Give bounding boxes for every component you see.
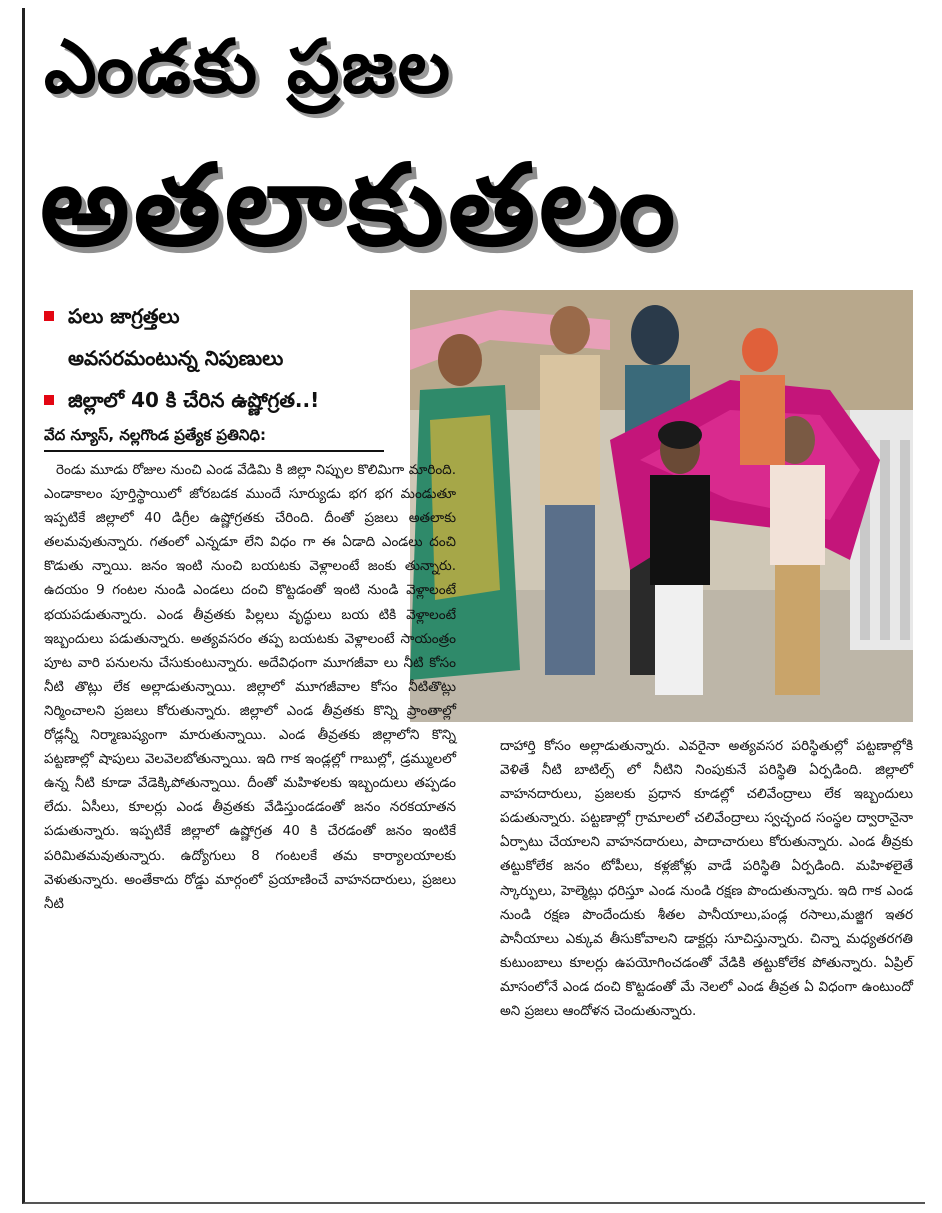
news-photo <box>410 290 913 722</box>
article-column-1 <box>44 458 456 916</box>
headline-line-1: ఎండకు ప్రజల <box>44 24 453 110</box>
people-under-cloth-photo-illustration <box>410 290 913 722</box>
byline: వేద న్యూస్, నల్లగొండ ప్రత్యేక ప్రతినిధి: <box>44 426 384 452</box>
red-square-bullet-icon <box>44 395 54 405</box>
bullet-continuation: అవసరమంటున్న నిపుణులు <box>68 346 284 370</box>
article-paragraph: దాహార్తి కోసం అల్లాడుతున్నారు. ఎవరైనా అత్యవసర పరిస్థితుల్లో పట్టణాల్లోకి వెళితే నీటి బాటిల్స్ లో నీటిని నింపుకునే పరిస్థితి ఏర్పడింది. జిల్లాలో వాహనదారులు, ప్రజలకు ప్రధాన కూడల్లో చలివేంద్రాలు లేక ఇబ్బందులు పడుతున్నారు. పట్టణాల్లో గ్రామాలలో చలివేంద్రాలు స్వచ్ఛంద సంస్థల ద్వారానైనా ఏర్పాటు చేయాలని వాహనదారులు, పాదాచారులు కోరుతున్నారు. ఎండ తీవ్రకు తట్టుకోలేక జనం టోపీలు, కళ్లజోళ్లు వాడే పరిస్థితి ఏర్పడింది. మహిళలైతే స్కార్ఫులు, హెల్మెట్లు ధరిస్తూ ఎండ నుండి రక్షణ పొందుతున్నారు. ఇది గాక ఎండ నుండి రక్షణ పొందేందుకు శీతల పానీయాలు,పండ్ల రసాలు,మజ్జిగ ఇతర పానీయాలు ఎక్కువ తీసుకోవాలని డాక్టర్లు సూచిస్తున్నారు. చిన్నా మధ్యతరగతి కుటుంబాలు కూలర్లు ఉపయోగించడంతో వేడికి తట్టుకోలేక పోతున్నారు. ఏప్రిల్ మాసంలోనే ఎండ దంచి కొట్టడంతో మే నెలలో ఎండ తీవ్రత ఏ విధంగా ఉంటుందో అని ప్రజలు ఆందోళన చెందుతున్నారు. <box>500 738 913 1020</box>
article-paragraph: రెండు మూడు రోజుల నుంచి ఎండ వేడిమి కి జిల్లా నిప్పుల కొలిమిగా మారింది. ఎండాకాలం పూర్తిస్థాయిలో జోరబడక ముందే సూర్యుడు భగ భగ మండుతూ ఇప్పటికే జిల్లాలో 40 డిగ్రీల ఉష్ణోగ్రతకు చేరింది. దీంతో ప్రజలు అతలాకు తలమవుతున్నారు. గతంలో ఎన్నడూ లేని విధం గా ఈ ఏడాది ఎండలు దంచి కొడుతు న్నాయి. జనం ఇంటి నుంచి బయటకు వెళ్లాలంటే జంకు తున్నారు. ఉదయం 9 గంటల నుండి ఎండలు దంచి కొట్టడంతో ఇంటి నుండి వెళ్లాలంటే భయపడుతున్నారు. ఎండ తీవ్రతకు పిల్లలు వృద్ధులు బయ టికి వెళ్లాలంటే ఇబ్బందులు పడుతున్నారు. అత్యవసరం తప్ప బయటకు వెళ్లాలంటే సాయంత్రం పూట వారి పనులను చేసుకుంటున్నారు. అదేవిధంగా మూగజీవా లు నీటి కోసం నీటి తొట్లు లేక అల్లాడుతున్నాయి. జిల్లాలో మూగజీవాల కోసం నీటితొట్లు నిర్మించాలని ప్రజలు కోరుతున్నారు. జిల్లాలో ఎండ తీవ్రతకు కొన్ని ప్రాంతాల్లో రోడ్లన్నీ నిర్మాణుష్యంగా మారుతున్నాయి. ఎండ తీవ్రతకు జిల్లాలోని కొన్ని పట్టణాల్లో షాపులు వెలవెలబోతున్నాయి. ఇది గాక ఇండ్లల్లో గాబుల్లో, డ్రమ్ములలో ఉన్న నీటి కూడా వేడెక్కిపోతున్నాయి. దీంతో మహిళలకు ఇబ్బందులు తప్పడం లేదు. ఏసీలు, కూలర్లు ఎండ తీవ్రతకు వేడిస్తుండడంతో జనం నరకయాతన పడుతున్నారు. ఇప్పటికే జిల్లాలో ఉష్ణోగ్రత 40 కి చేరడంతో జనం ఇంటికే పరిమితమవుతున్నారు. ఉద్యోగులు 8 గంటలకే తమ కార్యాలయాలకు వెళుతున్నారు. అంతేకాదు రోడ్డు మార్గంలో ప్రయాణించే వాహనదారులు, ప్రజలు నీటి <box>44 462 456 912</box>
article-column-2 <box>500 734 913 1023</box>
bullet-item <box>44 294 404 338</box>
red-square-bullet-icon <box>44 311 54 321</box>
bullet-item <box>44 378 404 422</box>
bullet-text: జిల్లాలో 40 కి చేరిన ఉష్ణోగ్రత..! <box>68 388 320 412</box>
headline-line-2: అతలాకుతలం <box>40 141 680 271</box>
bullet-list <box>44 294 404 422</box>
bullet-text: పలు జాగ్రత్తలు <box>68 304 180 328</box>
